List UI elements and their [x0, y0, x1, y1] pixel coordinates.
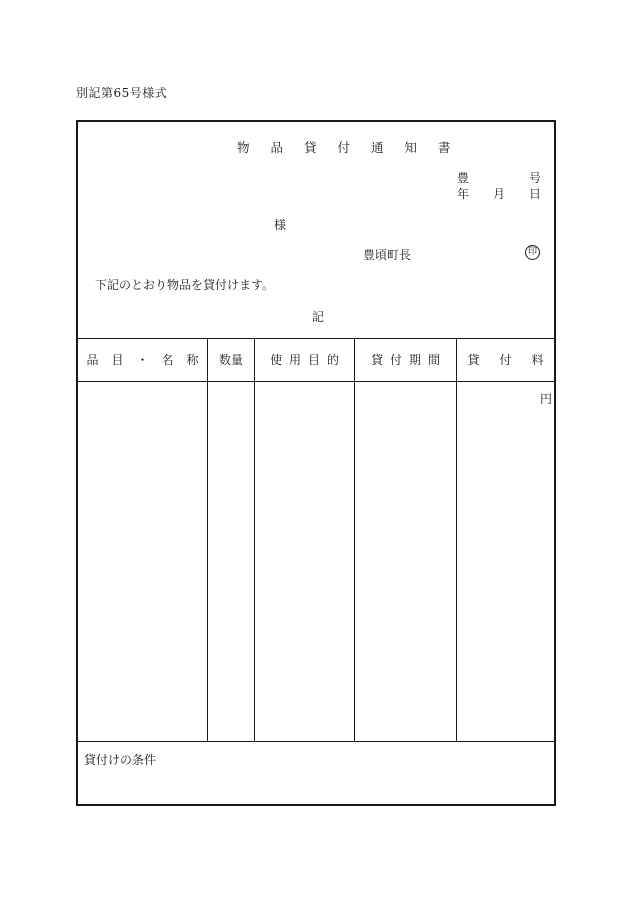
header-char: ・: [136, 353, 149, 367]
header-char: 使: [269, 353, 282, 367]
title-char: 通: [370, 140, 384, 155]
loan-fee-cell[interactable]: [457, 382, 554, 741]
header-char: 付: [389, 353, 402, 367]
title-char: 書: [437, 140, 451, 155]
issuer-name: 豊頃町長: [363, 248, 412, 262]
body-text: 下記のとおり物品を貸付けます。: [95, 278, 275, 292]
title-char: 品: [270, 140, 283, 155]
header-char: 名: [161, 353, 174, 367]
header-item-name: [78, 338, 207, 382]
title-char: 知: [404, 140, 417, 155]
header-char: 貸: [467, 353, 480, 367]
title-char: 付: [337, 140, 350, 155]
number-prefix: 豊: [457, 171, 470, 185]
header-char: 貸: [370, 353, 383, 367]
date-month: 月: [493, 187, 506, 201]
purpose-cell[interactable]: [255, 382, 354, 741]
title-char: 貸: [303, 140, 317, 155]
header-loan-period: [355, 338, 456, 382]
ki-label: 記: [312, 310, 325, 324]
header-char: 的: [327, 353, 340, 367]
date-year: 年: [457, 187, 470, 201]
quantity-cell[interactable]: [208, 382, 254, 741]
header-char: 目: [308, 353, 321, 367]
fee-unit: 円: [540, 392, 553, 406]
conditions-label: 貸付けの条件: [84, 753, 157, 767]
header-char: 称: [186, 353, 199, 367]
header-loan-fee: [457, 338, 554, 382]
header-char: 品: [86, 353, 99, 367]
seal-mark: 印: [525, 245, 540, 260]
number-suffix: 号: [529, 171, 542, 185]
title-char: 物: [237, 140, 250, 155]
notice-form: [76, 120, 556, 806]
document-title: [237, 138, 450, 156]
form-number: 別記第65号様式: [76, 86, 168, 100]
header-char: 料: [531, 353, 544, 367]
loan-period-cell[interactable]: [355, 382, 456, 741]
header-char: 目: [111, 353, 124, 367]
item-name-cell[interactable]: [78, 382, 207, 741]
addressee-suffix: 様: [274, 218, 287, 232]
header-char: 間: [428, 353, 441, 367]
date-day: 日: [529, 187, 542, 201]
conditions-field[interactable]: [78, 742, 554, 804]
header-quantity: [208, 338, 254, 382]
header-char: 付: [499, 353, 512, 367]
header-char: 用: [288, 353, 301, 367]
header-char: 数量: [218, 353, 243, 367]
header-char: 期: [409, 353, 422, 367]
header-purpose: [255, 338, 354, 382]
